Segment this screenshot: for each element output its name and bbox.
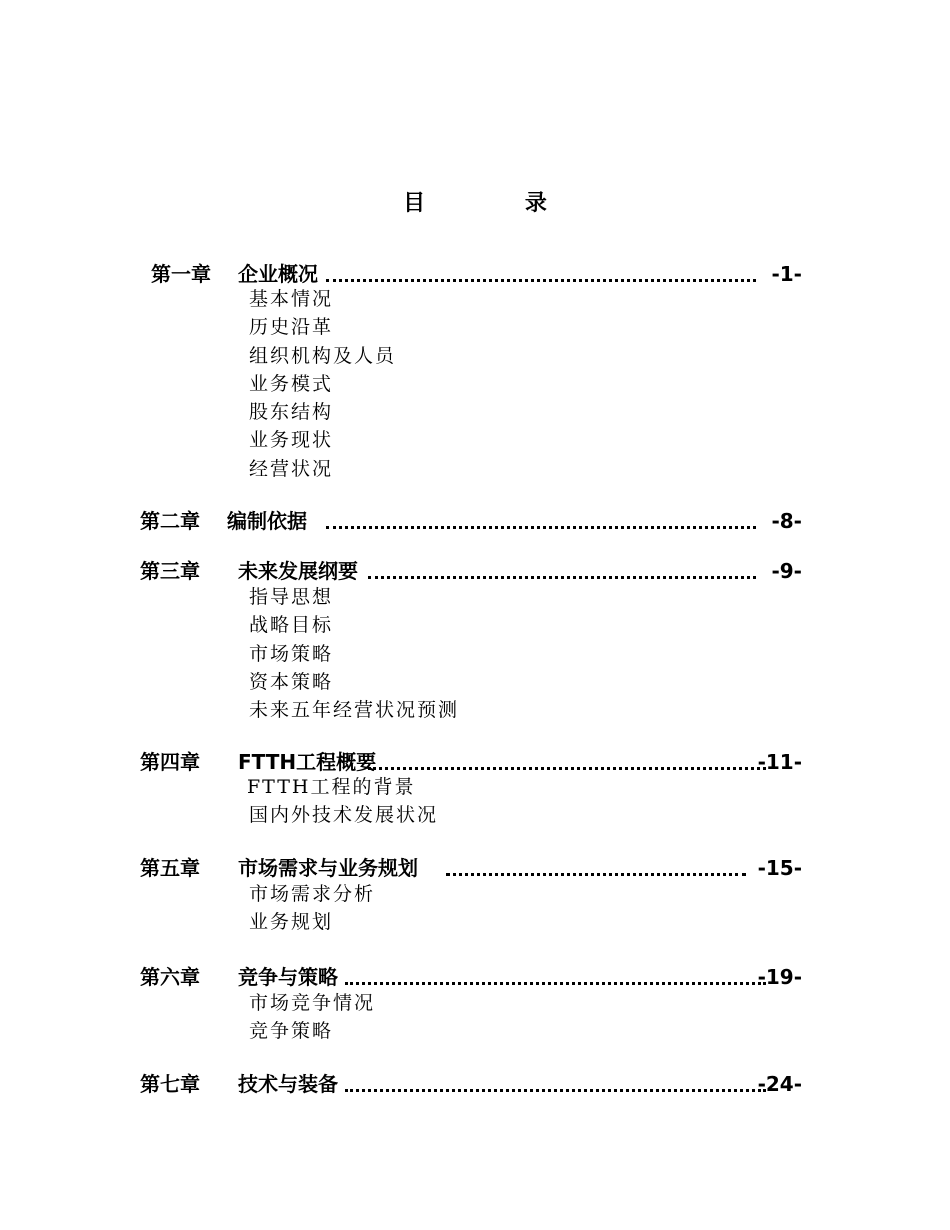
dot-leader (326, 526, 756, 529)
toc-entry-chapter-4[interactable] (0, 748, 950, 776)
section-item[interactable]: 战略目标 (249, 614, 334, 637)
chapter-number: 第三章 (140, 559, 200, 583)
toc-entry-chapter-1[interactable] (0, 260, 950, 288)
chapter-title: 市场需求与业务规划 (238, 856, 418, 880)
chapter-title: 技术与装备 (238, 1072, 338, 1096)
section-item[interactable]: 市场竞争情况 (249, 992, 376, 1014)
section-item[interactable]: 组织机构及人员 (249, 344, 397, 367)
section-item[interactable]: FTTH工程的背景 (247, 776, 416, 798)
section-list (247, 773, 438, 830)
dot-leader (326, 279, 756, 282)
chapter-number: 第四章 (140, 750, 200, 774)
toc-title: 目 录 (403, 191, 593, 216)
chapter-title: 未来发展纲要 (238, 559, 358, 583)
section-item[interactable]: 指导思想 (249, 586, 334, 608)
section-item[interactable]: 业务现状 (249, 429, 334, 452)
dot-leader (368, 576, 756, 579)
section-item[interactable]: 业务规划 (249, 911, 334, 934)
chapter-page-number: -9- (771, 559, 802, 583)
section-list (249, 880, 375, 937)
chapter-page-number: -15- (757, 856, 802, 880)
section-item[interactable]: 资本策略 (249, 670, 334, 693)
chapter-title: 编制依据 (227, 509, 307, 533)
section-item[interactable]: 竞争策略 (249, 1020, 334, 1043)
toc-entry-chapter-6[interactable] (0, 963, 950, 991)
chapter-page-number: -8- (771, 509, 802, 533)
chapter-title: 企业概况 (238, 262, 318, 286)
chapter-number: 第七章 (140, 1072, 200, 1096)
dot-leader (345, 982, 766, 985)
section-item[interactable]: 股东结构 (249, 401, 334, 424)
chapter-page-number: -19- (757, 965, 802, 989)
section-item[interactable]: 市场需求分析 (249, 883, 376, 905)
chapter-title: FTTH工程概要 (238, 750, 377, 774)
toc-entry-chapter-3[interactable] (0, 557, 950, 585)
section-item[interactable]: 历史沿革 (249, 316, 334, 339)
section-item[interactable]: 未来五年经营状况预测 (249, 699, 460, 722)
chapter-page-number: -24- (757, 1072, 802, 1096)
chapter-number: 第一章 (151, 262, 211, 286)
chapter-title: 竞争与策略 (238, 965, 338, 989)
section-item[interactable]: 国内外技术发展状况 (249, 804, 439, 827)
section-item[interactable]: 市场策略 (249, 642, 334, 665)
toc-entry-chapter-7[interactable] (0, 1070, 950, 1098)
section-item[interactable]: 经营状况 (249, 457, 334, 480)
chapter-page-number: -11- (757, 750, 802, 774)
dot-leader (345, 1089, 766, 1092)
toc-entry-chapter-2[interactable] (0, 507, 950, 535)
section-item[interactable]: 业务模式 (249, 372, 334, 395)
section-list (249, 583, 459, 724)
dot-leader (446, 873, 746, 876)
section-list (249, 285, 396, 483)
section-list (249, 989, 375, 1046)
dot-leader (368, 767, 766, 770)
section-item[interactable]: 基本情况 (249, 288, 334, 310)
chapter-number: 第六章 (140, 965, 200, 989)
chapter-number: 第五章 (140, 856, 200, 880)
toc-entry-chapter-5[interactable] (0, 854, 950, 882)
chapter-page-number: -1- (771, 262, 802, 286)
chapter-number: 第二章 (140, 509, 200, 533)
